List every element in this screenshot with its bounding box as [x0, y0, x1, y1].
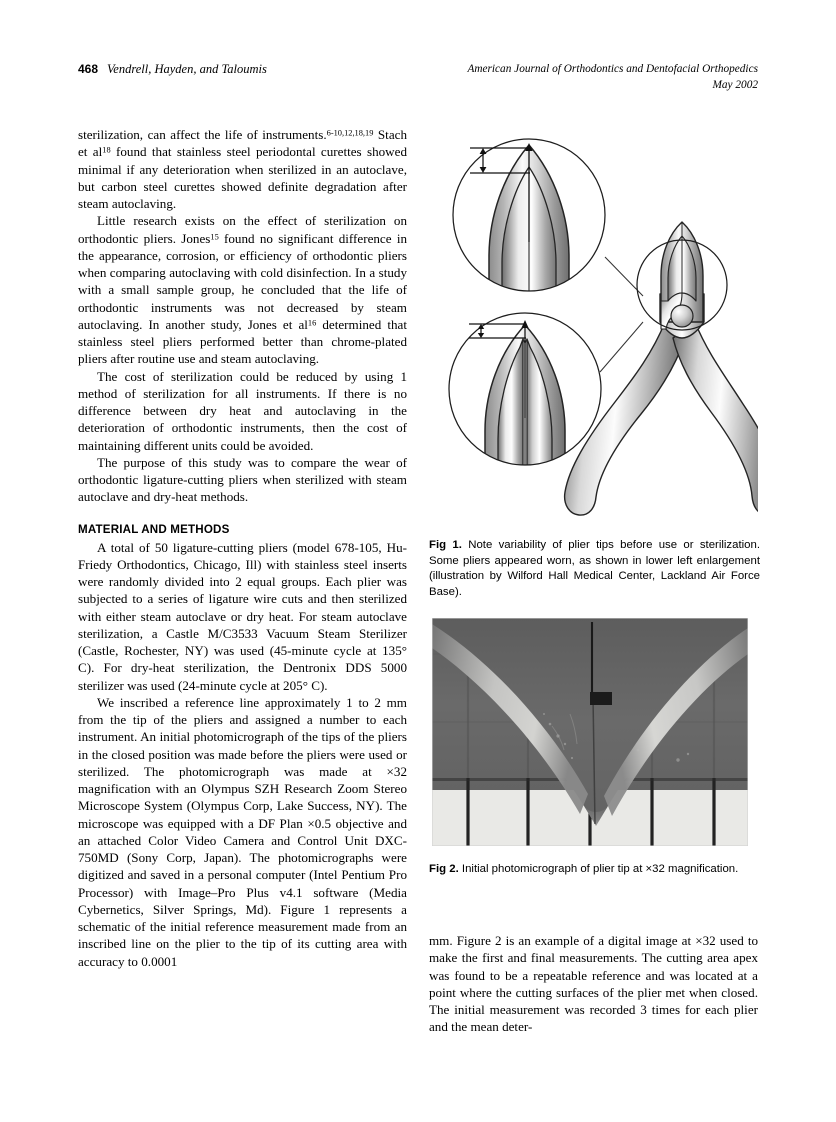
figure-1-illustration: [429, 126, 758, 522]
figure-2-label: Fig 2.: [429, 863, 459, 875]
methods-paragraph: We inscribed a reference line approximately 1 to 2 mm from the tip of the pliers and assigned a number to each instrument. An initial photomicrograph of the tips of the pliers in the closed position was made before the pliers were used or sterilized. The photomicrograph was made at ×32 magnification with an Olympus SZH Research Zoom Stereo Microscope System (Olympus Corp, Lake Success, NY). The microscope was equipped with a DF Plan ×0.5 objective and an attached Color Video Camera and Control Unit DXC-750MD (Sony Corp, Japan). The photomicrographs were digitized and saved in a personal computer (Intel Pentium Pro Processor) with Image–Pro Plus v4.1 software (Media Cybernetics, Silver Springs, Md). Figure 1 represents a schematic of the initial reference measurement made from an inscribed line on the plier to the tip of its cutting area with accuracy to 0.0001: [78, 694, 407, 969]
section-heading-material-and-methods: MATERIAL AND METHODS: [78, 522, 230, 536]
figure-1-label: Fig 1.: [429, 539, 462, 551]
figure-2-caption-text: [429, 862, 760, 878]
left-column-paragraph: Little research exists on the effect of sterilization on orthodontic pliers. Jones$^{15}$ found no significant difference in the appearance, corrosion, or efficiency of orthodontic pliers when comparing autoclaving with cold disinfection. In a study with a small sample group, he concluded that the life of orthodontic instruments was not decreased by steam autoclaving. In another study, Jones et $al^{16}$ determined that stainless steel pliers performed better than chrome-plated pliers after routine use and steam autoclaving.: [78, 213, 408, 367]
left-column-methods-text: [78, 539, 407, 970]
reference-superscript: 18: [102, 145, 111, 155]
figure-1-caption-text: [429, 538, 760, 600]
running-head-left: [78, 62, 267, 78]
body-column-right: [429, 932, 758, 1036]
leader-lines: [600, 257, 643, 372]
methods-paragraph: A total of 50 ligature-cutting pliers (model 678-105, Hu-Friedy Orthodontics, Chicago, Ill) with stainless steel inserts were randomly divided into 2 equal groups. Each plier was subjected to a series of ligature wire cuts and then sterilized with either steam autoclave or dry heat. For steam autoclave sterilization, a Castle M/C3533 Vacuum Steam Sterilizer (Castle, Rochester, NY) was used (45-minute cycle at 135° C). For dry-heat sterilization, the Dentronix DDS 5000 sterilizer was used (24-minute cycle at 205° C).: [78, 539, 407, 693]
right-column-text: [429, 932, 758, 1036]
reference-superscript: 6-10,12,18,19: [326, 128, 374, 138]
issue-date: May 2002: [712, 78, 758, 91]
left-column-paragraph: The purpose of this study was to compare the wear of orthodontic ligature-cutting pliers when sterilized with steam autoclave and dry-heat methods.: [78, 454, 407, 505]
pliers-schematic-svg: [429, 126, 758, 522]
figure-1-caption-body: Note variability of plier tips before use or sterilization. Some pliers appeared worn, as shown in lower left enlargement (illustration by Wilford Hall Medical Center, Lackland Air Force Base).: [429, 539, 760, 598]
left-column-paragraph: sterilization, can affect the life of instruments.$^{6-10,12,18,19}$ Stach et $al^{18}$ found that stainless steel periodontal curettes showed minimal if any deterioration when sterilized in an autoclave, but carbon steel curettes showed definite degradation after steam autoclaving.: [78, 127, 407, 211]
running-head-authors: Vendrell, Hayden, and Taloumis: [107, 62, 267, 76]
running-head-right: [467, 62, 758, 93]
journal-title: American Journal of Orthodontics and Dentofacial Orthopedics: [467, 63, 758, 75]
left-column-text: [78, 126, 407, 506]
page-number: 468: [78, 62, 99, 76]
right-column-paragraph: mm. Figure 2 is an example of a digital image at ×32 used to make the first and final measurements. The cutting area apex was found to be a repeatable reference and was located at a point where the cutting surfaces of the plier met when closed. The initial measurement was recorded 3 times for each plier and the mean deter-: [429, 933, 758, 1035]
left-column-paragraph: The cost of sterilization could be reduced by using 1 method of sterilization for all instruments. If there is no difference between dry heat and autoclaving in the deterioration of orthodontic instruments, then the cost of maintaining different units could be avoided.: [78, 368, 407, 453]
figure-2-photomicrograph: [432, 618, 748, 846]
reference-superscript: 16: [307, 318, 317, 328]
body-column-left: [78, 126, 407, 970]
figure-2-caption: [429, 862, 760, 878]
figure-2-caption-body: Initial photomicrograph of plier tip at ×32 magnification.: [461, 863, 739, 875]
figure-1-caption: [429, 538, 760, 600]
photomicrograph-svg: [432, 618, 748, 846]
reference-superscript: 15: [210, 231, 219, 241]
running-head: [78, 62, 758, 93]
